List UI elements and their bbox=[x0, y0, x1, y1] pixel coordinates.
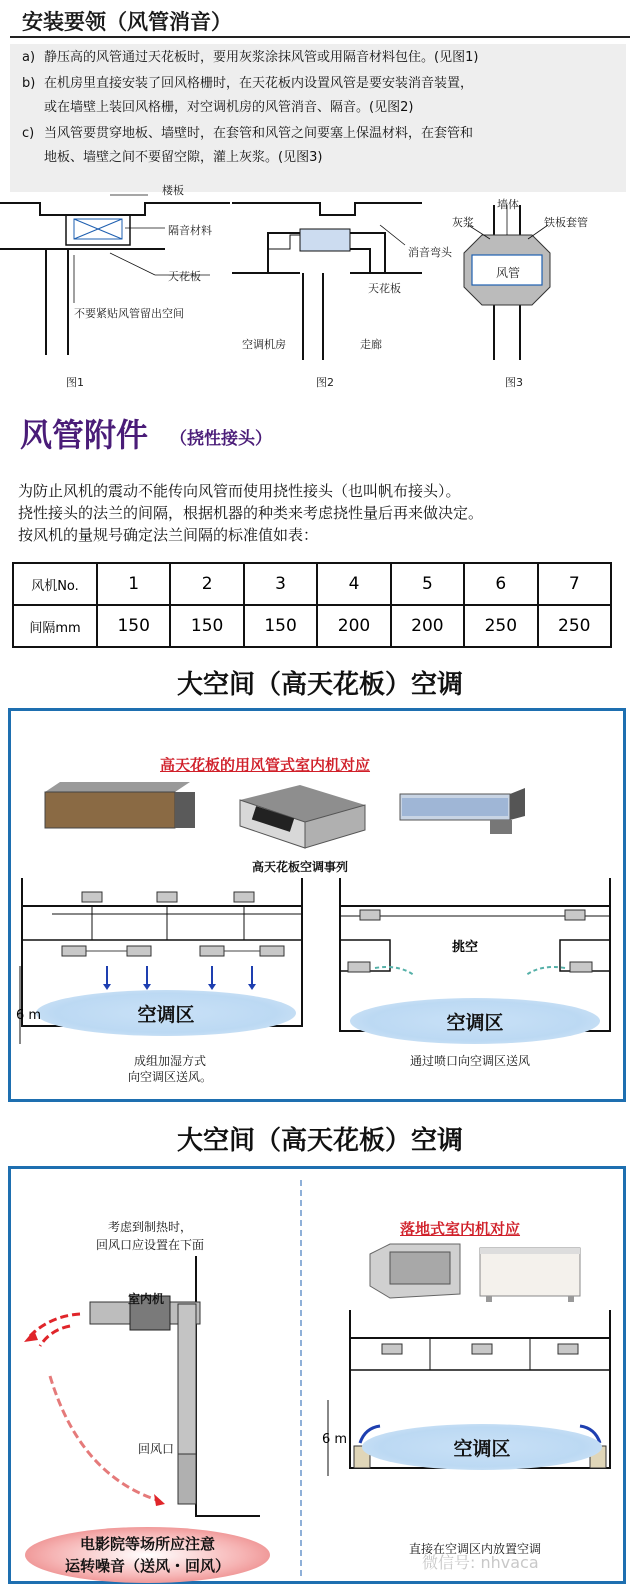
left-ac-zone: 空调区 bbox=[36, 990, 296, 1036]
interval-cell: 150 bbox=[97, 605, 170, 647]
fan-no-cell: 6 bbox=[464, 563, 537, 605]
section2-title: 风管附件 bbox=[20, 416, 149, 454]
duct-unit-image-1 bbox=[45, 782, 195, 828]
row-header-fan: 风机No. bbox=[13, 563, 97, 605]
figure-3-diagram bbox=[464, 205, 550, 360]
floor-unit-title: 落地式室内机对应 bbox=[400, 1220, 521, 1238]
fig1-slab-label: 楼板 bbox=[162, 184, 184, 197]
section1-divider bbox=[10, 36, 630, 38]
fig2-ceiling-label: 天花板 bbox=[368, 282, 401, 295]
floor-ac-zone: 空调区 bbox=[362, 1424, 602, 1470]
panel-title: 高天花板的用风管式室内机对应 bbox=[160, 756, 371, 774]
table-row bbox=[13, 605, 611, 647]
cinema-noise-badge bbox=[25, 1527, 270, 1583]
section2-para-line1: 为防止风机的震动不能传向风管而使用挠性接头（也叫帆布接头）。 bbox=[18, 482, 461, 500]
floor-note: 直接在空调区内放置空调 bbox=[408, 1542, 541, 1556]
fig1-ceiling-label: 天花板 bbox=[168, 270, 201, 283]
row-header-interval: 间隔mm bbox=[13, 605, 97, 647]
fig3-wall-label: 墙体 bbox=[497, 198, 519, 211]
flange-interval-table bbox=[12, 562, 612, 648]
section1-notes bbox=[10, 44, 626, 192]
fig3-mortar-label: 灰浆 bbox=[452, 216, 474, 229]
fan-no-cell: 2 bbox=[170, 563, 243, 605]
return-vent-label: 回风口 bbox=[138, 1442, 175, 1456]
fan-no-cell: 7 bbox=[538, 563, 611, 605]
left-note-line2: 向空调区送风。 bbox=[127, 1070, 212, 1084]
heating-note-line1: 考虑到制热时， bbox=[107, 1220, 192, 1234]
floor-unit-photos bbox=[360, 1242, 600, 1304]
right-ac-zone: 空调区 bbox=[350, 998, 600, 1044]
overhang-label: 挑空 bbox=[452, 940, 479, 955]
table-row bbox=[13, 563, 611, 605]
note-b: b) 在机房里直接安装了回风格栅时，在天花板内设置风管是要安装消音装置， bbox=[22, 76, 474, 91]
section2-para-line2: 挠性接头的法兰的间隔，根据机器的种类来考虑挠性量后再来做决定。 bbox=[18, 504, 484, 522]
fig3-caption: 图3 bbox=[505, 376, 523, 389]
fig3-duct-label: 风管 bbox=[496, 266, 521, 280]
fig2-corridor-label: 走廊 bbox=[360, 338, 382, 351]
fan-no-cell: 4 bbox=[317, 563, 390, 605]
fig2-elbow-label: 消音弯头 bbox=[408, 246, 452, 259]
left-height-label: 6 m bbox=[16, 1008, 42, 1023]
note-b-line2: 或在墙壁上装回风格栅，对空调机房的风管消音、隔音。(见图2) bbox=[44, 100, 414, 115]
left-note-line1: 成组加湿方式 bbox=[133, 1054, 206, 1068]
floor-unit-image-2 bbox=[480, 1248, 580, 1302]
cinema-note-line1: 电影院等场所应注意 bbox=[79, 1535, 215, 1553]
fan-no-cell: 5 bbox=[391, 563, 464, 605]
interval-cell: 250 bbox=[538, 605, 611, 647]
section1-title: 安装要领（风管消音） bbox=[22, 10, 232, 34]
fig1-insulation-label: 隔音材料 bbox=[168, 224, 212, 237]
right-note: 通过喷口向空调区送风 bbox=[409, 1054, 530, 1068]
section2-subtitle: （挠性接头） bbox=[170, 429, 272, 449]
section2-para-line3: 按风机的量规号确定法兰间隔的标准值如表： bbox=[18, 526, 319, 544]
duct-unit-photos bbox=[40, 780, 600, 860]
fig3-sleeve-label: 铁板套管 bbox=[544, 216, 588, 229]
section3-title: 大空间（高天花板）空调 bbox=[176, 670, 463, 700]
fan-no-cell: 1 bbox=[97, 563, 170, 605]
interval-cell: 250 bbox=[464, 605, 537, 647]
fig2-caption: 图2 bbox=[316, 376, 334, 389]
interval-cell: 200 bbox=[317, 605, 390, 647]
note-c: c) 当风管要贯穿地板、墙壁时，在套管和风管之间要塞上保温材料，在套管和 bbox=[22, 126, 474, 141]
fig2-room-label: 空调机房 bbox=[242, 338, 286, 351]
interval-cell: 150 bbox=[244, 605, 317, 647]
duct-noise-figures bbox=[0, 175, 640, 390]
duct-unit-image-2 bbox=[240, 785, 365, 848]
duct-unit-image-3 bbox=[400, 788, 525, 834]
heating-note-line2: 回风口应设置在下面 bbox=[95, 1238, 204, 1252]
section4-title: 大空间（高天花板）空调 bbox=[176, 1126, 463, 1156]
watermark: 微信号: nhvaca bbox=[422, 1553, 539, 1572]
interval-cell: 200 bbox=[391, 605, 464, 647]
fig1-caption: 图1 bbox=[66, 376, 84, 389]
fan-no-cell: 3 bbox=[244, 563, 317, 605]
interval-cell: 150 bbox=[170, 605, 243, 647]
fig1-note-label: 不要紧贴风管留出空间 bbox=[74, 307, 184, 320]
indoor-unit-label: 室内机 bbox=[128, 1292, 165, 1306]
floor-unit-image-1 bbox=[370, 1244, 460, 1298]
panel-divider bbox=[300, 1180, 304, 1576]
note-a: a) 静压高的风管通过天花板时，要用灰浆涂抹风管或用隔音材料包住。(见图1) bbox=[22, 50, 479, 65]
note-c-line2: 地板、墙壁之间不要留空隙，灌上灰浆。(见图3) bbox=[44, 150, 323, 165]
series-label: 高天花板空调事列 bbox=[252, 860, 349, 874]
floor-height-label: 6 m bbox=[322, 1432, 348, 1447]
cinema-note-line2: 运转噪音（送风・回风） bbox=[64, 1557, 230, 1575]
